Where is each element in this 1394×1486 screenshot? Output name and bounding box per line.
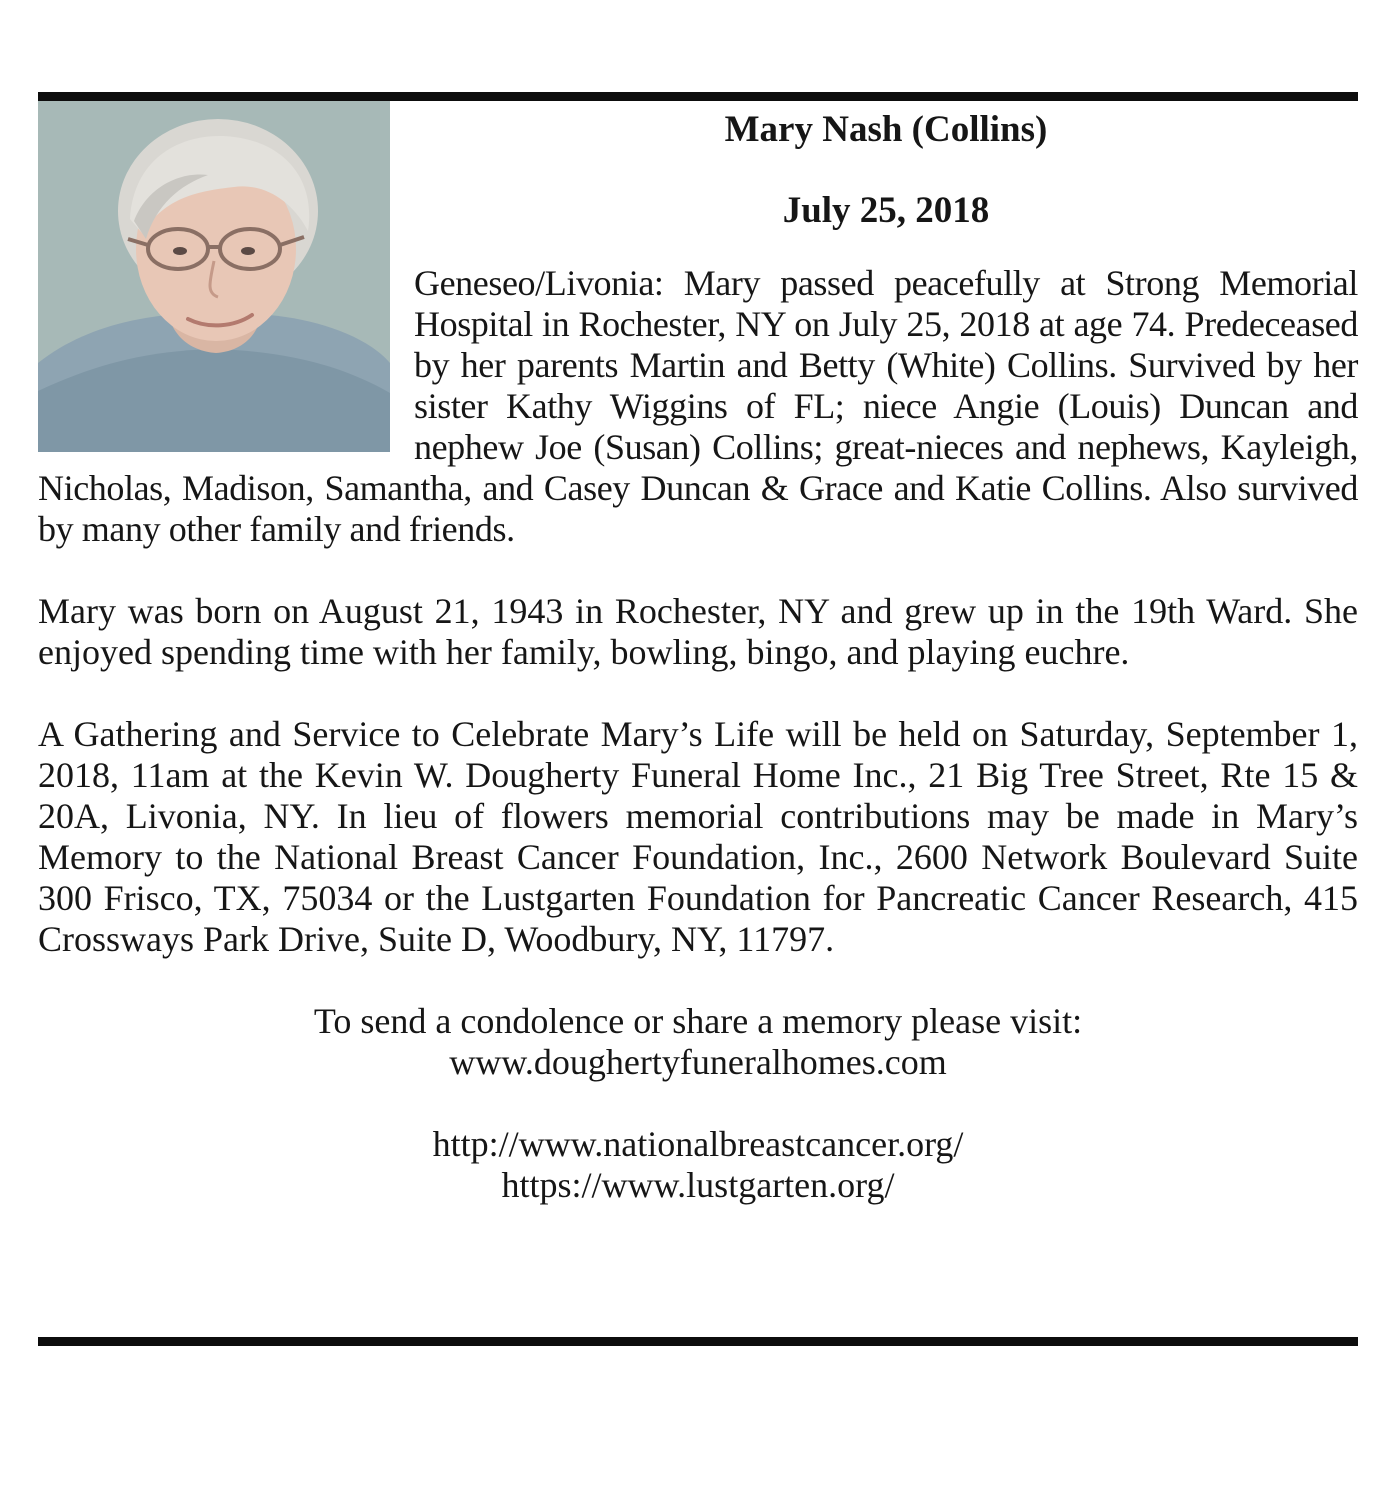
portrait-illustration: [38, 101, 390, 452]
lustgarten-link[interactable]: https://www.lustgarten.org/: [501, 1165, 895, 1205]
obituary-content: [38, 101, 1358, 1206]
condolence-block: [38, 1001, 1358, 1083]
paragraph-service: A Gathering and Service to Celebrate Mary’s Life will be held on Saturday, September 1, 2018, 11am at the Kevin W. Dougherty Funeral Home Inc., 21 Big Tree Street, Rte 15 & 20A, Livonia, NY. In lieu of flowers memorial contributions may be made in Mary’s Memory to the National Breast Cancer Foundation, Inc., 2600 Network Boulevard Suite 300 Frisco, TX, 75034 or the Lustgarten Foundation for Pancreatic Cancer Research, 415 Crossways Park Drive, Suite D, Woodbury, NY, 11797.: [38, 714, 1358, 959]
paragraph-survivors: Geneseo/Livonia: Mary passed peacefully at Strong Memorial Hospital in Rochester, NY on July 25, 2018 at age 74. Predeceased by her parents Martin and Betty (White) Collins. Survived by her sister Kathy Wiggins of FL; niece Angie (Louis) Duncan and nephew Joe (Susan) Collins; great-nieces and nephews, Kayleigh, Nicholas, Madison, Samantha, and Casey Duncan & Grace and Katie Collins. Also survived by many other family and friends.: [38, 263, 1358, 549]
deceased-name: Mary Nash (Collins): [724, 109, 1048, 150]
condolence-text: To send a condolence or share a memory please visit:: [313, 1001, 1083, 1041]
date-of-death: July 25, 2018: [782, 190, 990, 231]
top-divider: [38, 92, 1358, 101]
donation-links: [38, 1124, 1358, 1206]
bottom-divider: [38, 1337, 1358, 1346]
portrait-photo: [38, 101, 390, 452]
paragraph-biography: Mary was born on August 21, 1943 in Rochester, NY and grew up in the 19th Ward. She enjoyed spending time with her family, bowling, bingo, and playing euchre.: [38, 591, 1358, 672]
funeral-home-link[interactable]: www.doughertyfuneralhomes.com: [449, 1042, 947, 1082]
obituary-page: [38, 0, 1358, 1486]
breast-cancer-link[interactable]: http://www.nationalbreastcancer.org/: [432, 1124, 964, 1164]
